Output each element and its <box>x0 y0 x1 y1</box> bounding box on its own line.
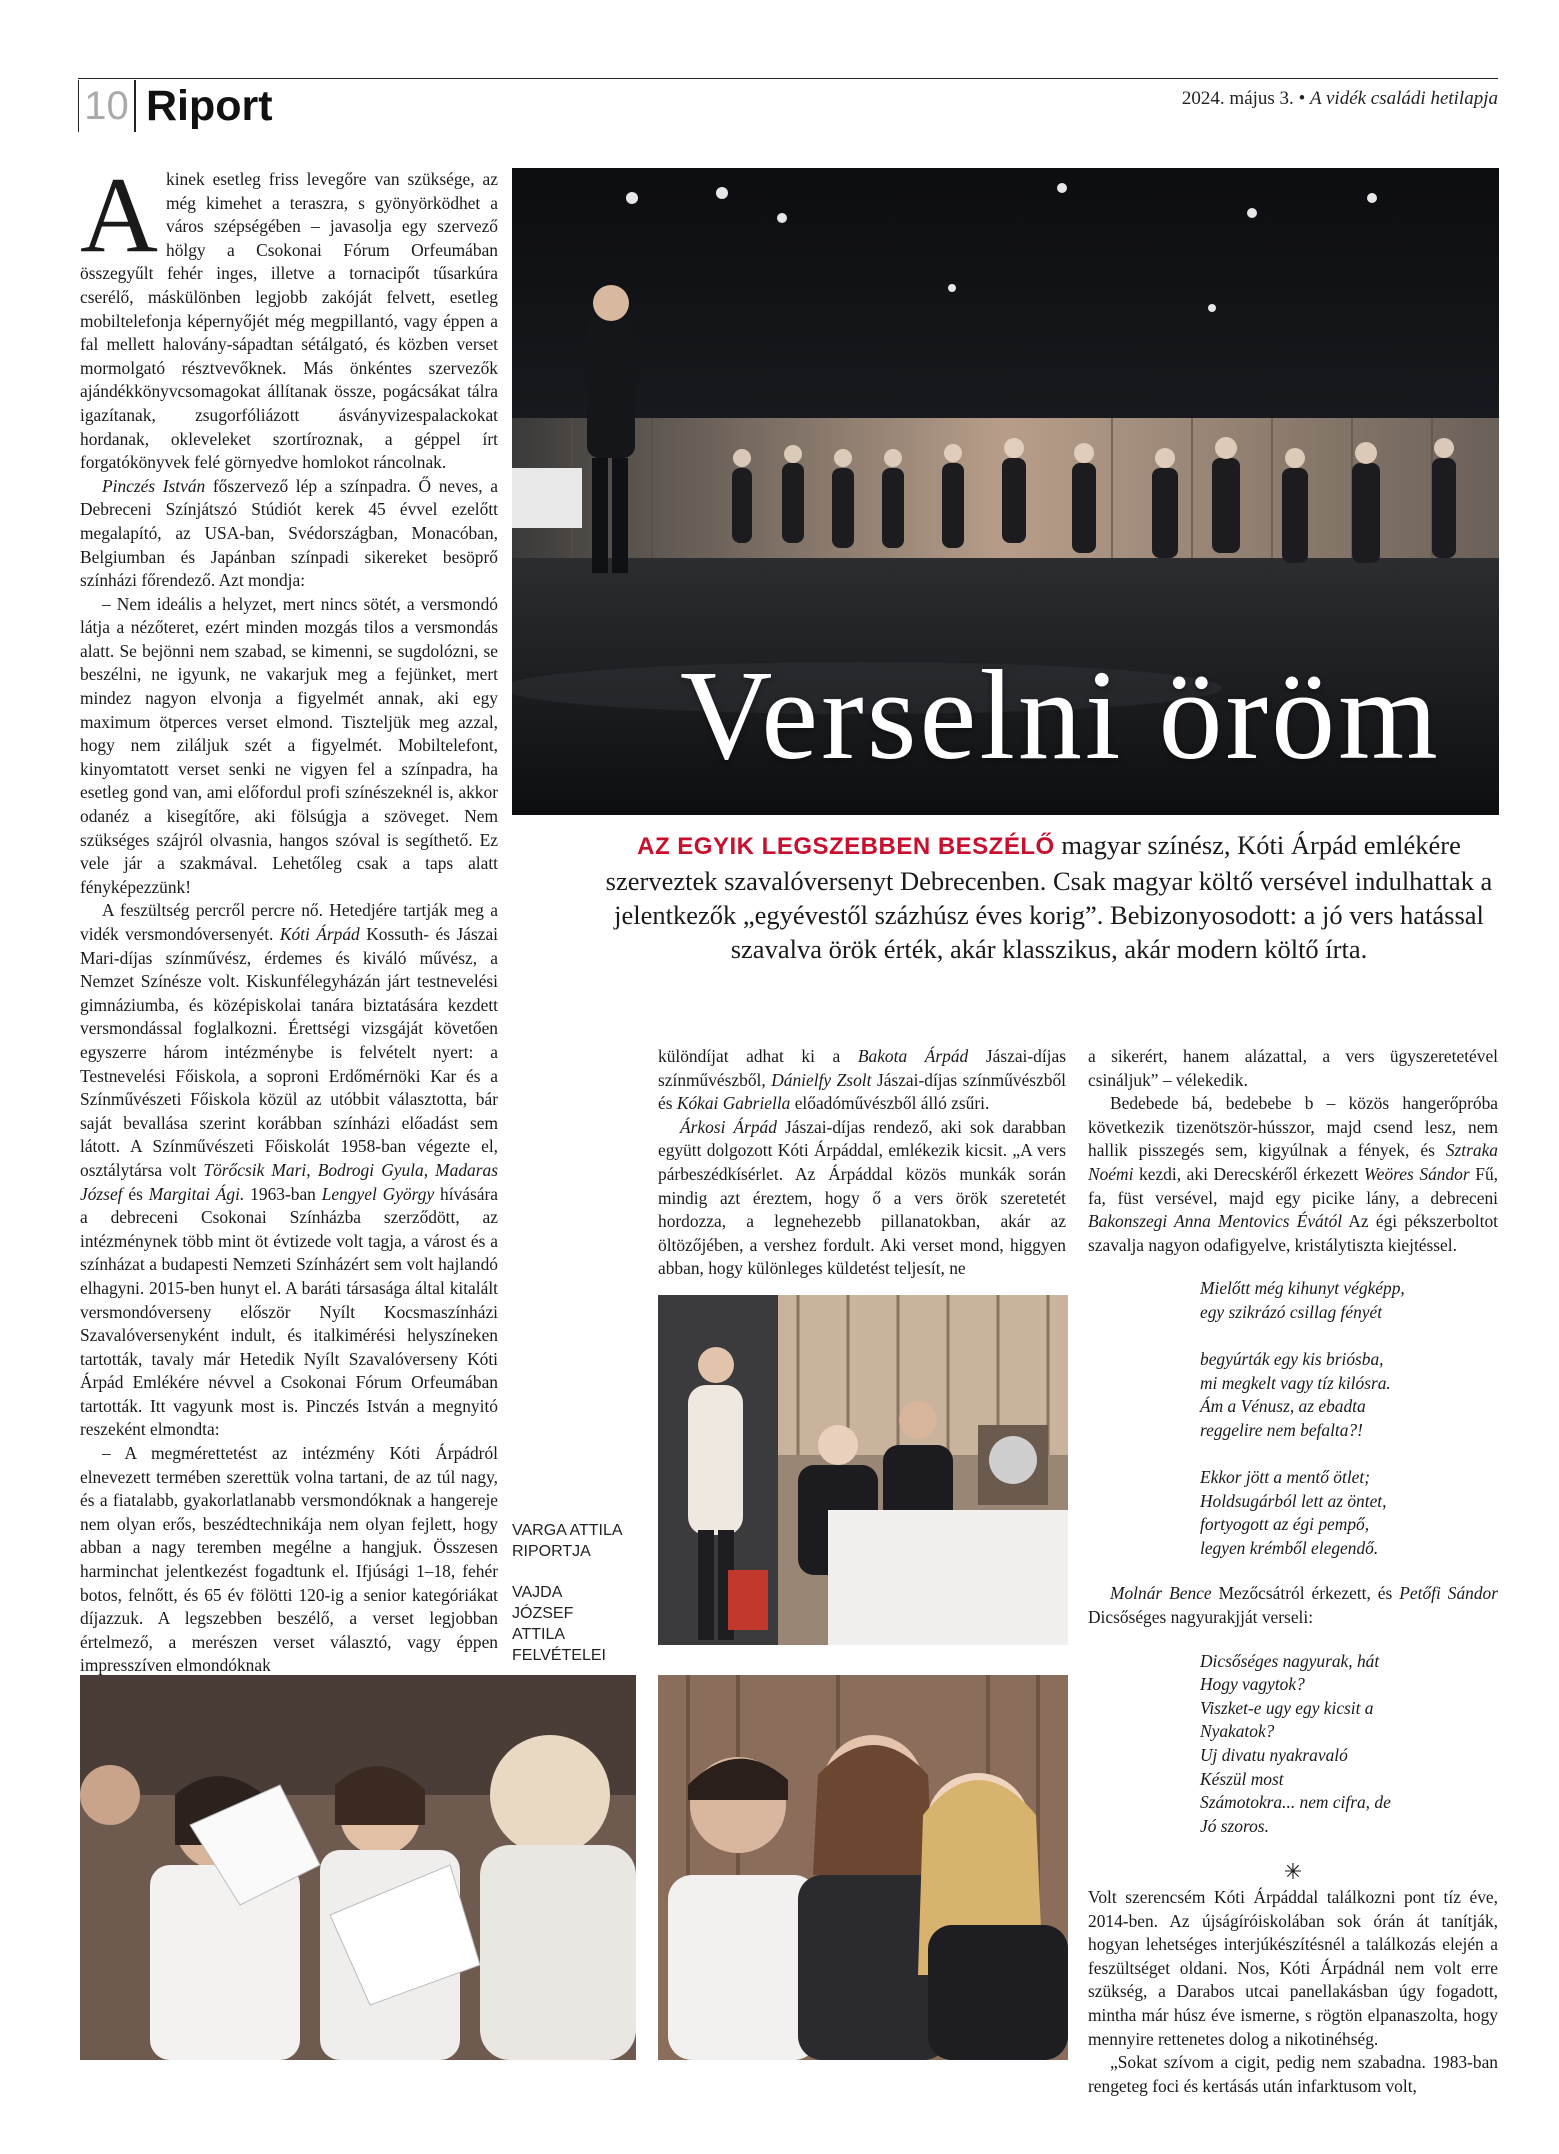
paragraph <box>80 899 498 1442</box>
paragraph-text: előadóművészből álló zsűri. <box>790 1093 990 1114</box>
paragraph-text: Mezőcsátról érkezett, és <box>1211 1583 1400 1604</box>
paragraph: a sikerért, hanem alázattal, a vers ügyszeretetével csináljuk” – vélekedik. <box>1088 1046 1498 1090</box>
paragraph: Volt szerencsém Kóti Árpáddal találkozni pont tíz éve, 2014-ben. Az újságíróiskolában sok órán át tanítják, hogyan lehetséges interjúkészítésnél a találkozás elején a feszültséget oldani. Nos, Kóti Árpádnál nem volt erre szükség, a Darabos utcai panellakásban úgy fogadott, mintha már húsz éve ismerne, s rögtön elpanaszolta, hogy mennyire rettenetes dolog a nikotinéhség. <box>1088 1887 1498 2049</box>
poem-excerpt-1 <box>1200 1277 1498 1560</box>
person-name: Weöres Sándor <box>1363 1163 1470 1184</box>
paragraph <box>658 1116 1066 1281</box>
section-divider-star-icon: ✳ <box>1283 1859 1303 1885</box>
lead-paragraph <box>600 828 1498 966</box>
person-name: Lengyel György <box>321 1183 435 1204</box>
person-name: Árkosi Árpád <box>680 1116 777 1137</box>
poem-line: reggelire nem befalta?! <box>1200 1419 1363 1440</box>
headline: Verselni öröm <box>680 644 1441 786</box>
issue-date: 2024. május 3. <box>1181 88 1294 109</box>
poem-line: Uj divatu nyakravaló <box>1200 1745 1348 1766</box>
paragraph-text: Jászai-díjas színművészből és <box>658 1069 1066 1114</box>
paragraph-text: Az égi pékszerboltot szavalja nagyon odafigyelve, kristálytiszta kiejtéssel. <box>1088 1211 1498 1255</box>
reading-photo-image <box>80 1675 636 2060</box>
paragraph-text: A feszültség percről percre nő. Hetedjére tartják meg a vidék versmondóversenyét. <box>80 900 498 944</box>
paragraph: „Sokat szívom a cigit, pedig nem szabadna. 1983-ban rengeteg foci és kertásás után infarktusom volt, <box>1088 2052 1498 2096</box>
paragraph-text: kinek esetleg friss levegőre van szüksége, az még kimehet a teraszra, s gyönyörködhet a város szépségében – javasolja egy szervező hölgy a Csokonai Fórum Orfeumában összegyűlt fehér inges, illetve a tornacipőt tűsarkúra cserélő, máskülönben legjobb zakóját felvett, esetleg mobiltelefonja képernyőjét még megpillantó, vagy éppen a fal mellett halovány-sápadtan sétálgató, és közben verset mormolgató résztvevőknek. Más önkéntes szervezők ajándékkönyvcsomagokat állítanak össze, pogácsákat tálra igazítanak, zsugorfóliázott ásványvizespalackokat hordanak, okleveleket szortíroznak, a géppel írt forgatókönyvek felé görnyedve homlokot ráncolnak. <box>80 169 498 473</box>
poem-excerpt-2 <box>1200 1650 1498 1839</box>
section-title: Riport <box>146 82 273 130</box>
paragraph <box>80 156 498 475</box>
paragraph-text: Bedebede bá, bedebebe b – közös hangerőpróba következik tizenötször-hússzor, majd csend lesz, nem hallik pisszegés sem, kigyúlnak a fények, és <box>1088 1093 1498 1161</box>
poem-line: Holdsugárból lett az öntet, <box>1200 1490 1387 1511</box>
person-name: Kóti Árpád <box>279 924 360 944</box>
person-name: Bakonszegi Anna Mentovics Évától <box>1088 1211 1343 1232</box>
poem-line: mi megkelt vagy tíz kilósra. <box>1200 1372 1391 1393</box>
poem-line: Számotokra... nem cifra, de <box>1200 1792 1391 1813</box>
poem-line: Ám a Vénusz, az ebadta <box>1200 1396 1366 1417</box>
paragraph: – A megmérettetést az intézmény Kóti Árpádról elnevezett termében szerettük volna tartani, de az túl nagy, és a fiatalabb, gyakorlatlanabb versmondóknak a hangereje nem olyan erős, beszédtechnikája nem olyan fejlett, hogy abban a nagy teremben megélne a hangjuk. Összesen harminchat jelentkezést fogadtunk el. Ifjúsági 1–18, fehér botos, felnőtt, és 65 év fölötti 120-ig a senior kategóriákat díjazzuk. A legszebben beszélő, a verset legjobban értelmező, a merészen verset választó, vagy éppen impresszíven elmondóknak <box>80 1443 498 1676</box>
paragraph: – Nem ideális a helyzet, mert nincs sötét, a versmondó látja a nézőteret, ezért minden mozgás tilos a versmondás alatt. Se bejönni nem szabad, se kimenni, se sugdolózni, se beszélni, ne igyunk, ne vakarjuk meg a fejünket, mert mindez nagyon elvonja a figyelmét annak, aki egy maximum ötperces verset elmond. Tiszteljük meg azzal, hogy nem ziláljuk szét a figyelmét. Mobiltelefont, kinyomtatott verset senki ne vigyen fel a színpadra, ha esetleg gond van, ami előfordul profi színészeknél is, akkor odanéz a kisegítőre, aki fölsúgja a szöveget. Nem szükséges szájról olvasnia, hangos szóval is segíthető. Ez vele jár a szakmával. Lehetőleg csak a taps alatt fényképezzünk! <box>80 593 498 897</box>
poem-line: Mielőtt még kihunyt végképp, <box>1200 1278 1405 1299</box>
lead-kicker: AZ EGYIK LEGSZEBBEN BESZÉLŐ <box>637 833 1055 860</box>
article-column-1 <box>80 156 498 1678</box>
dateline-bullet: • <box>1298 88 1306 109</box>
stage-photo-image <box>658 1295 1068 1645</box>
poem-line: egy szikrázó csillag fényét <box>1200 1301 1383 1322</box>
paragraph <box>658 1045 1066 1116</box>
header-rule <box>78 78 1498 79</box>
contestants-photo-image <box>658 1675 1068 2060</box>
lead-text: magyar színész, Kóti Árpád emlékére szerveztek szavalóversenyt Debrecenben. Csak magyar költő versével indulhattak a jelentkezők „egyévestől százhúsz éves korig”. Bebizonyosodott: a jó vers hatással szavalva örök érték, akár klasszikus, akár modern költő írta. <box>605 830 1493 964</box>
paragraph-text: Dicsőséges nagyurakjját verseli: <box>1088 1607 1314 1628</box>
contestants-photo <box>658 1675 1068 2060</box>
article-credits <box>512 1520 622 1686</box>
paragraph <box>1088 1582 1498 1629</box>
paragraph-text: főszervező lép a színpadra. Ő neves, a Debreceni Színjátszó Stúdiót kerek 45 évvel ezelőtt megalapító, az USA-ban, Svédországban, Monacóban, Belgiumban és Japánban színpadi sikereket besöprő színházi főrendező. Azt mondja: <box>80 475 498 591</box>
person-name: Kókai Gabriella <box>676 1093 791 1114</box>
page-number: 10 <box>78 80 136 132</box>
poem-line: fortyogott az égi pempő, <box>1200 1514 1370 1535</box>
paragraph-text: Fű, fa, füst versével, majd egy picike lány, a debreceni <box>1088 1163 1499 1208</box>
person-name: Margitai Ági. <box>148 1183 245 1204</box>
poem-stanza-gap <box>1200 1443 1498 1467</box>
stage-photo <box>658 1295 1068 1645</box>
paragraph <box>80 475 498 593</box>
poem-line: Ekkor jött a mentő ötlet; <box>1200 1467 1371 1488</box>
poem-line: legyen krémből elegendő. <box>1200 1537 1379 1558</box>
article-column-3 <box>1088 1045 1498 2098</box>
person-name: Molnár Bence <box>1110 1583 1212 1604</box>
paragraph-text: Jászai-díjas rendező, aki sok darabban együtt dolgozott Kóti Árpáddal, emlékezik kicsit. „A vers párbeszédkísérlet. Az Árpáddal közös munkák során mindig azt éreztem, hogy ő a vers örök szeretetét hordozza, a legnehezebb pillanatokban, akár az öltözőjében, a vershez fordult. Aki verset mond, higgyen abban, hogy különleges küldetést teljesít, ne <box>658 1116 1066 1279</box>
paragraph-text: Jászai-díjas színművészből, <box>658 1046 1067 1090</box>
paragraph-text: hívására a debreceni Csokonai Színházba szerződött, az intézménynek több mint öt évtizede volt tagja, a várost és a színházat a budapesti Nemzeti Színházért sem volt hajlandó elhagyni. 2015-ben hunyt el. A baráti társasága által kitalált versmondóverseny először Nyílt Kocsmaszínházi Szavalóversenyként indult, és italkimérési helyszíneken tartották, tavaly már Hetedik Nyílt Szavalóverseny Kóti Árpád Emlékére névvel a Csokonai Fórum Orfeumában tartották. Itt vagyunk most is. Pinczés István a megnyitó reszeként elmondta: <box>80 1183 498 1440</box>
person-name: Pinczés István <box>102 475 206 496</box>
dateline <box>1182 88 1498 110</box>
person-name: Sztraka Noémi <box>1088 1140 1498 1184</box>
poem-line: Jó szoros. <box>1200 1815 1269 1836</box>
report-credit: VARGA ATTILA RIPORTJA <box>512 1522 622 1560</box>
person-name: Petőfi Sándor <box>1399 1583 1499 1604</box>
poem-line: begyúrták egy kis briósba, <box>1200 1349 1384 1370</box>
paragraph-text: 1963-ban <box>244 1183 322 1204</box>
article-column-2 <box>658 1045 1066 1281</box>
poem-line: Viszket-e ugy egy kicsit a <box>1200 1697 1374 1718</box>
paragraph-text: és <box>122 1183 149 1204</box>
drop-cap: A <box>80 156 158 275</box>
reading-photo <box>80 1675 636 2060</box>
photo-credit: VAJDA JÓZSEF ATTILA FELVÉTELEI <box>512 1584 606 1664</box>
paragraph-text: különdíjat adhat ki a <box>658 1046 858 1066</box>
person-name: Bakota Árpád <box>857 1046 969 1066</box>
poem-line: Hogy vagytok? <box>1200 1674 1305 1695</box>
paragraph <box>1088 1092 1498 1257</box>
poem-line: Nyakatok? <box>1200 1721 1275 1742</box>
person-name: Törőcsik Mari, Bodrogi Gyula, Madaras József <box>80 1159 498 1204</box>
paragraph-text: kezdi, aki Derecskéről érkezett <box>1133 1163 1364 1184</box>
paragraph-text: Kossuth- és Jászai Mari-díjas színművész, érdemes és kiváló művész, a Nemzet Színésze volt. Kiskunfélegyházán járt testnevelési gimnáziumba, és középiskolai tanára biztatására kezdett versmondással foglalkozni. Érettségi vizsgáját követően egyszerre három intézménybe is felvételt nyert: a Testnevelési Főiskola, a soproni Erdőmérnöki Kar és a Színművészeti Főiskola közül az utóbbit választotta, bár saját bevallása szerint korábban színházi előadást sem látott. A Színművészeti Főiskolát 1958-ban végezte el, osztálytársa volt <box>80 924 498 1180</box>
paper-tagline: A vidék családi hetilapja <box>1309 88 1498 109</box>
poem-line: Készül most <box>1200 1768 1284 1789</box>
person-name: Dánielfy Zsolt <box>771 1069 872 1090</box>
poem-line: Dicsőséges nagyurak, hát <box>1200 1650 1380 1671</box>
poem-stanza-gap <box>1200 1325 1498 1349</box>
